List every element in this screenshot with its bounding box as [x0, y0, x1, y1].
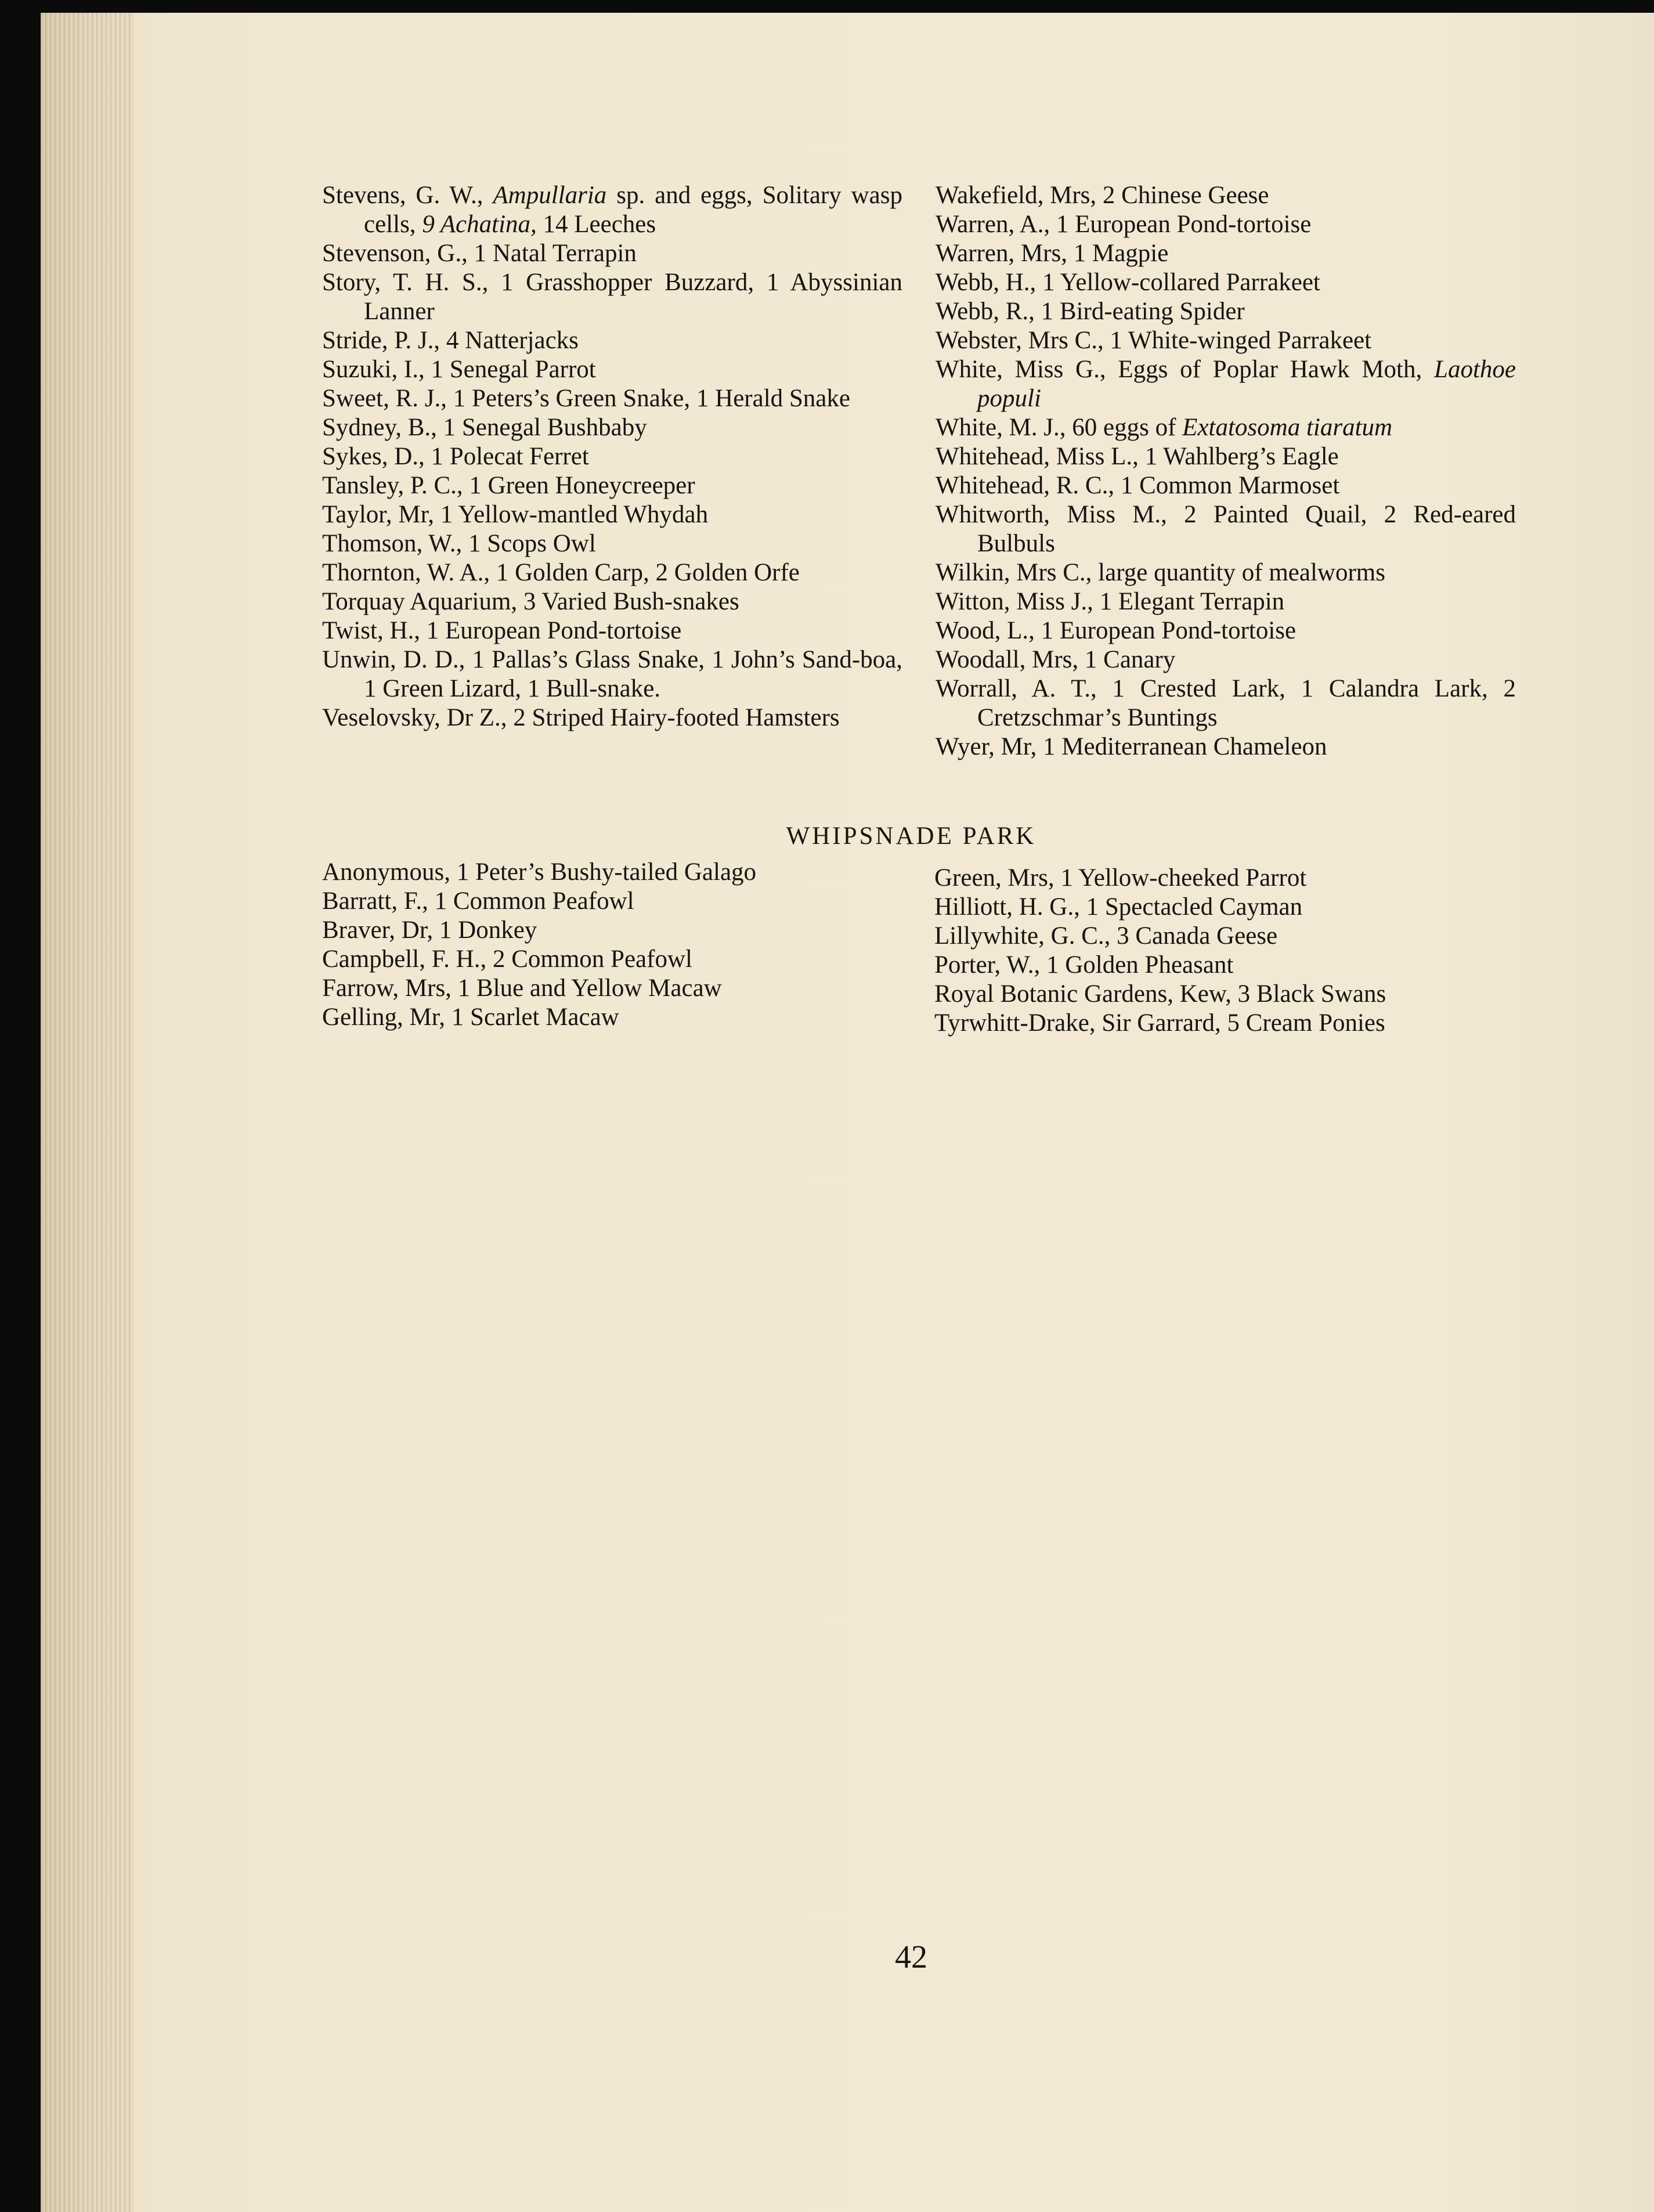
entry-text: Barratt, F., 1 Common Peafowl [322, 887, 634, 915]
list-item [322, 326, 902, 355]
list-item [322, 1003, 908, 1032]
list-item [936, 442, 1516, 471]
entry-species-italic: Laothoe populi [977, 356, 1516, 412]
entry-text: White, M. J., 60 eggs of [936, 414, 1183, 441]
list-item [322, 645, 902, 703]
list-item [322, 442, 902, 471]
list-item [936, 674, 1516, 732]
list-item [934, 893, 1532, 922]
entry-text: Story, T. H. S., 1 Grasshopper Buzzard, 1 Abyssinian Lanner [322, 269, 902, 325]
entry-text: Stevens, G. W., [322, 182, 493, 209]
entry-species-italic: Extatosoma tiaratum [1182, 414, 1393, 441]
entry-text: Thornton, W. A., 1 Golden Carp, 2 Golden Orfe [322, 559, 800, 586]
list-item [322, 587, 902, 616]
page-edge-stack [41, 13, 133, 2212]
entry-text: Braver, Dr, 1 Donkey [322, 916, 537, 944]
list-item [934, 864, 1532, 893]
entry-text: Sydney, B., 1 Senegal Bushbaby [322, 414, 647, 441]
whipsnade-list-right [934, 864, 1532, 1038]
list-item [936, 500, 1516, 558]
entry-text: Campbell, F. H., 2 Common Peafowl [322, 946, 692, 973]
list-item [322, 529, 902, 558]
list-item [322, 558, 902, 587]
entry-text: Webb, H., 1 Yellow-collared Parrakeet [936, 269, 1320, 296]
list-item [936, 268, 1516, 297]
entry-species-italic: 9 Achatina, [422, 211, 537, 238]
entry-text: Anonymous, 1 Peter’s Bushy-tailed Galago [322, 858, 757, 886]
list-item [322, 974, 908, 1003]
entry-text: Warren, A., 1 European Pond-tortoise [936, 211, 1312, 238]
list-item [936, 355, 1516, 413]
list-item [936, 471, 1516, 500]
entry-text: sp. and eggs, Solitary wasp cells, [364, 182, 903, 238]
entry-text: Tansley, P. C., 1 Green Honeycreeper [322, 472, 695, 499]
entry-text: Wakefield, Mrs, 2 Chinese Geese [936, 182, 1269, 209]
list-item [934, 980, 1532, 1009]
list-item [322, 355, 902, 384]
list-item [322, 916, 908, 945]
list-item [322, 384, 902, 413]
entry-text: Stride, P. J., 4 Natterjacks [322, 327, 579, 354]
list-item [934, 922, 1532, 951]
entry-text: Wyer, Mr, 1 Mediterranean Chameleon [936, 733, 1327, 760]
entry-species-italic: Ampullaria [493, 182, 607, 209]
list-item [322, 268, 902, 326]
list-item [322, 471, 902, 500]
list-item [936, 181, 1516, 210]
list-item [936, 326, 1516, 355]
list-item [936, 732, 1516, 762]
entry-text: Sykes, D., 1 Polecat Ferret [322, 443, 589, 470]
entry-text: Wood, L., 1 European Pond-tortoise [936, 617, 1297, 644]
entry-text: Webster, Mrs C., 1 White-winged Parrakeet [936, 327, 1372, 354]
donor-list-left [322, 181, 902, 732]
entry-text: Twist, H., 1 European Pond-tortoise [322, 617, 682, 644]
entry-text: Gelling, Mr, 1 Scarlet Macaw [322, 1004, 619, 1031]
list-item [322, 413, 902, 442]
list-item [936, 587, 1516, 616]
list-item [934, 951, 1532, 980]
entry-text: Warren, Mrs, 1 Magpie [936, 240, 1169, 267]
entry-text: 14 Leeches [536, 211, 656, 238]
list-item [322, 500, 902, 529]
entry-text: Whitworth, Miss M., 2 Painted Quail, 2 Red-eared Bulbuls [936, 501, 1516, 557]
list-item [936, 413, 1516, 442]
entry-text: Unwin, D. D., 1 Pallas’s Glass Snake, 1 John’s Sand-boa, 1 Green Lizard, 1 Bull-snake. [322, 646, 902, 702]
list-item [322, 616, 902, 645]
entry-text: Porter, W., 1 Golden Pheasant [934, 951, 1234, 979]
entry-text: Lillywhite, G. C., 3 Canada Geese [934, 922, 1278, 950]
list-item [936, 297, 1516, 326]
entry-text: Royal Botanic Gardens, Kew, 3 Black Swans [934, 980, 1386, 1008]
list-item [936, 239, 1516, 268]
list-item [936, 616, 1516, 645]
list-item [936, 210, 1516, 239]
entry-text: Tyrwhitt-Drake, Sir Garrard, 5 Cream Ponies [934, 1009, 1385, 1037]
entry-text: Witton, Miss J., 1 Elegant Terrapin [936, 588, 1285, 615]
entry-text: Whitehead, R. C., 1 Common Marmoset [936, 472, 1340, 499]
entry-text: Farrow, Mrs, 1 Blue and Yellow Macaw [322, 975, 722, 1002]
entry-text: Whitehead, Miss L., 1 Wahlberg’s Eagle [936, 443, 1339, 470]
entry-text: Wilkin, Mrs C., large quantity of mealworms [936, 559, 1385, 586]
entry-text: Suzuki, I., 1 Senegal Parrot [322, 356, 596, 383]
entry-text: Woodall, Mrs, 1 Canary [936, 646, 1176, 673]
entry-text: Taylor, Mr, 1 Yellow-mantled Whydah [322, 501, 709, 528]
list-item [936, 558, 1516, 587]
section-heading: WHIPSNADE PARK [786, 822, 1037, 850]
entry-text: Webb, R., 1 Bird-eating Spider [936, 298, 1245, 325]
page-number: 42 [895, 1939, 927, 1975]
entry-text: Stevenson, G., 1 Natal Terrapin [322, 240, 637, 267]
list-item [322, 239, 902, 268]
list-item [322, 945, 908, 974]
list-item [322, 181, 902, 239]
donor-list-right [936, 181, 1516, 762]
entry-text: Hilliott, H. G., 1 Spectacled Cayman [934, 893, 1303, 921]
entry-text: Green, Mrs, 1 Yellow-cheeked Parrot [934, 864, 1307, 892]
entry-text: Worrall, A. T., 1 Crested Lark, 1 Calandra Lark, 2 Cretzschmar’s Buntings [936, 675, 1516, 731]
entry-text: Thomson, W., 1 Scops Owl [322, 530, 596, 557]
list-item [934, 1009, 1532, 1038]
list-item [322, 887, 908, 916]
entry-text: Torquay Aquarium, 3 Varied Bush-snakes [322, 588, 739, 615]
entry-text: Veselovsky, Dr Z., 2 Striped Hairy-footed Hamsters [322, 704, 840, 731]
entry-text: White, Miss G., Eggs of Poplar Hawk Moth, [936, 356, 1435, 383]
list-item [322, 703, 902, 732]
list-item [322, 858, 908, 887]
entry-text: Sweet, R. J., 1 Peters’s Green Snake, 1 Herald Snake [322, 385, 850, 412]
list-item [936, 645, 1516, 674]
whipsnade-list-left [322, 858, 908, 1032]
